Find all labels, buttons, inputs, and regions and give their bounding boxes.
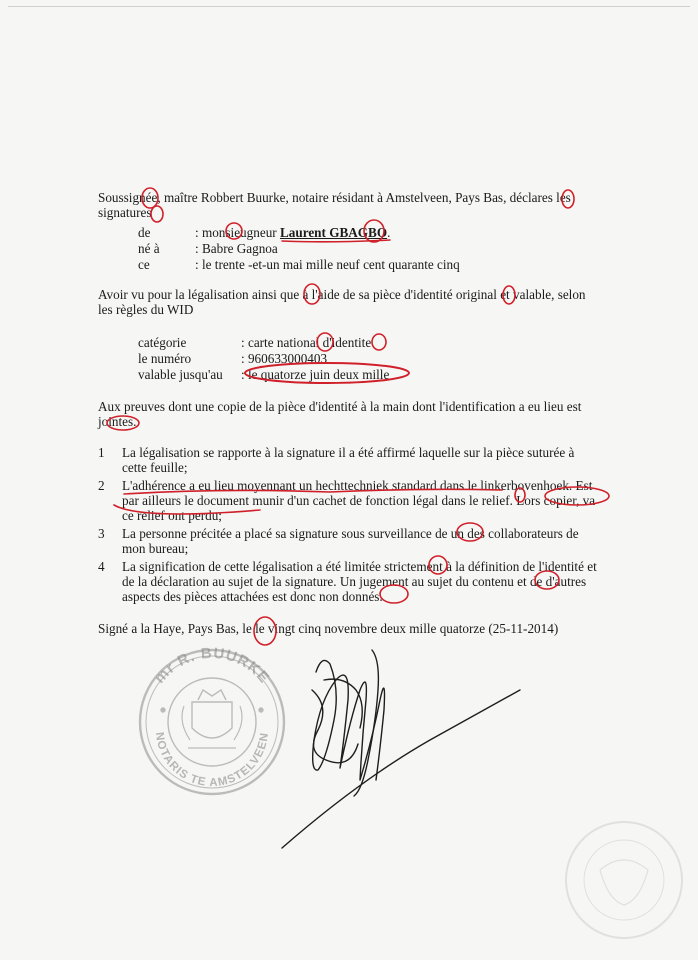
clause-text: La personne précitée a placé sa signature sous surveillance de un des collaborateurs de mon bureau;: [122, 526, 579, 556]
clause-text: La légalisation se rapporte à la signature il a été affirmé laquelle sur la pièce suturée à cette feuille;: [122, 445, 575, 475]
seal-bottom-text: NOTARIS TE AMSTELVEEN: [152, 731, 272, 790]
annotation-underline: [282, 240, 390, 242]
id-value-category: : carte national d'identite: [241, 335, 372, 350]
clause-number: 4: [98, 559, 105, 574]
closing-line: Signé a la Haye, Pays Bas, le le vingt cinq novembre deux mille quatorze (25-11-2014): [98, 621, 559, 636]
clause-number: 2: [98, 478, 105, 493]
clause-text: La signification de cette légalisation a été limitée strictement à la définition de l'identité et de la déclaration au sujet de la signature. Un jugement au sujet du contenu et de d'autres aspects des pièces attachées est donc non donnés.: [122, 559, 597, 604]
clause-number: 1: [98, 445, 105, 460]
svg-text:mr R. BUURKE: [151, 645, 273, 687]
person-label-de: de: [138, 225, 151, 240]
person-name: Laurent GBAGBO: [279, 225, 388, 240]
page-top-edge: [8, 6, 690, 7]
id-value-valid-until: : le quatorze juin deux mille: [241, 367, 390, 382]
intro-paragraph: Soussignée, maître Robbert Buurke, notaire résidant à Amstelveen, Pays Bas, déclares les signatures: [98, 190, 571, 220]
id-value-number: : 960633000403: [241, 351, 328, 366]
svg-text:NOTARIS TE AMSTELVEEN: [153, 731, 271, 789]
person-label-date: ce: [138, 257, 150, 272]
seal-top-text: mr R. BUURKE: [151, 644, 273, 687]
person-value-birthplace: : Babre Gagnoa: [195, 241, 278, 256]
id-label-number: le numéro: [138, 351, 192, 366]
clause-text: L'adhérence a eu lieu moyennant un hechttechniek standard dans le linkerbovenhoek. Est par ailleurs le document munir d'un cachet de fonction légal dans le relief. Lors copier, va ce relief ont perdu;: [122, 478, 596, 523]
person-value-date: : le trente -et-un mai mille neuf cent quarante cinq: [195, 257, 460, 272]
person-label-birthplace: né à: [138, 241, 160, 256]
evidence-paragraph: Aux preuves dont une copie de la pièce d'identité à la main dont l'identification a eu lieu est jointes.: [98, 399, 582, 429]
clause-number: 3: [98, 526, 105, 541]
id-label-valid-until: valable jusqu'au: [138, 367, 223, 382]
id-label-category: catégorie: [138, 335, 187, 350]
person-value-name: : monsieugneur Laurent GBAGBO.: [195, 225, 391, 240]
annotation-circle: [372, 334, 386, 350]
verification-paragraph: Avoir vu pour la légalisation ainsi que à l'aide de sa pièce d'identité original et valable, selon les règles du WID: [98, 287, 586, 317]
